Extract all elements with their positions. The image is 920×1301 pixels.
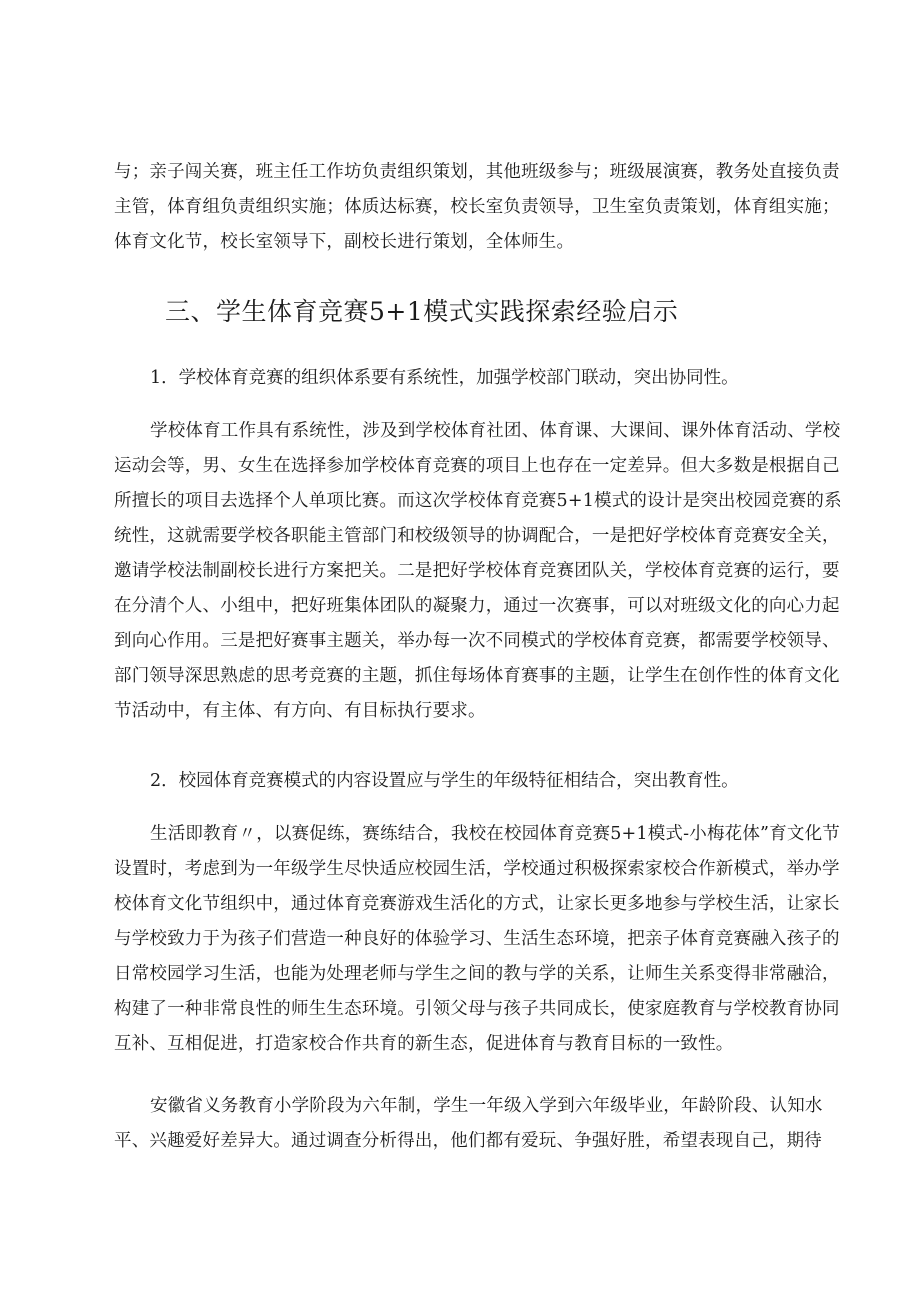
paragraph1-line-1: 学校体育工作具有系统性，涉及到学校体育社团、体育课、大课间、课外体育活动、学校: [150, 421, 841, 441]
paragraph1-line-6: 在分清个人、小组中，把好班集体团队的凝聚力，通过一次赛事，可以对班级文化的向心力起: [114, 596, 840, 616]
paragraph3-line-2: 平、兴趣爱好差异大。通过调查分析得出，他们都有爱玩、争强好胜，希望表现自己，期待: [114, 1131, 822, 1151]
paragraph2-line-1: 生活即教育〃，以赛促练，赛练结合，我校在校园体育竞赛5+1模式-小梅花体”育文化节: [150, 824, 840, 844]
paragraph2-line-3: 校体育文化节组织中，通过体育竞赛游戏生活化的方式，让家长更多地参与学校生活，让家长: [114, 894, 840, 914]
paragraph2-line-5: 日常校园学习生活，也能为处理老师与学生之间的教与学的关系，让师生关系变得非常融洽，: [114, 964, 840, 984]
paragraph1-line-7: 到向心作用。三是把好赛事主题关，举办每一次不同模式的学校体育竞赛，都需要学校领导、: [114, 631, 840, 651]
paragraph1-line-2: 运动会等，男、女生在选择参加学校体育竞赛的项目上也存在一定差异。但大多数是根据自己: [114, 456, 840, 476]
paragraph1-line-8: 部门领导深思熟虑的思考竞赛的主题，抓住每场体育赛事的主题，让学生在创作性的体育文化: [114, 666, 840, 686]
item-1-heading: 1．学校体育竞赛的组织体系要有系统性，加强学校部门联动，突出协同性。: [150, 368, 739, 388]
intro-line-2: 主管，体育组负责组织实施；体质达标赛，校长室负责领导，卫生室负责策划，体育组实施；: [114, 197, 840, 217]
paragraph2-line-6: 构建了一种非常良性的师生生态环境。引领父母与孩子共同成长，使家庭教育与学校教育协同: [114, 999, 840, 1019]
paragraph2-line-4: 与学校致力于为孩子们营造一种良好的体验学习、生活生态环境，把亲子体育竞赛融入孩子的: [114, 929, 840, 949]
paragraph1-line-4: 统性，这就需要学校各职能主管部门和校级领导的协调配合，一是把好学校体育竞赛安全关，: [114, 526, 840, 546]
item-2-heading: 2．校园体育竞赛模式的内容设置应与学生的年级特征相结合，突出教育性。: [150, 771, 739, 791]
paragraph2-line-2: 设置时，考虑到为一年级学生尽快适应校园生活，学校通过积极探索家校合作新模式，举办学: [114, 859, 840, 879]
intro-line-3: 体育文化节，校长室领导下，副校长进行策划，全体师生。: [114, 232, 575, 252]
intro-line-1: 与；亲子闯关赛，班主任工作坊负责组织策划，其他班级参与；班级展演赛，教务处直接负责: [114, 162, 840, 182]
paragraph1-line-5: 邀请学校法制副校长进行方案把关。二是把好学校体育竞赛团队关，学校体育竞赛的运行，要: [114, 561, 840, 581]
paragraph1-line-3: 所擅长的项目去选择个人单项比赛。而这次学校体育竞赛5+1模式的设计是突出校园竞赛的系: [114, 491, 842, 511]
section-heading: 三、学生体育竞赛5+1模式实践探索经验启示: [165, 297, 679, 326]
paragraph3-line-1: 安徽省义务教育小学阶段为六年制，学生一年级入学到六年级毕业，年龄阶段、认知水: [150, 1096, 823, 1116]
paragraph1-line-9: 节活动中，有主体、有方向、有目标执行要求。: [114, 701, 486, 721]
paragraph2-line-7: 互补、互相促进，打造家校合作共育的新生态，促进体育与教育目标的一致性。: [114, 1034, 734, 1054]
